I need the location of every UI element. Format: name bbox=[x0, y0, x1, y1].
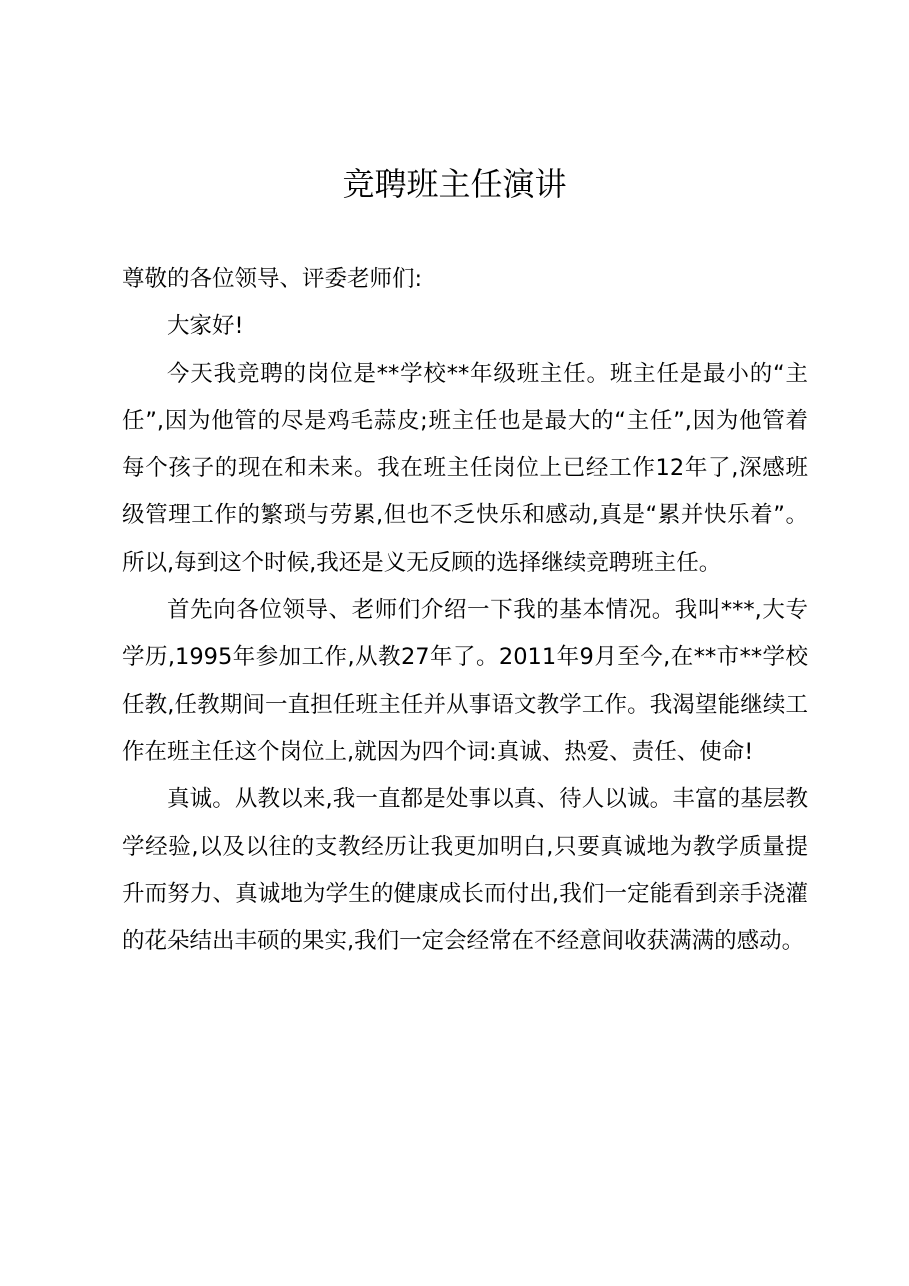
paragraph-position: 今天我竞聘的岗位是**学校**年级班主任。班主任是最小的“主任”,因为他管的尽是鸡毛蒜皮;班主任也是最大的“主任”,因为他管着每个孩子的现在和未来。我在班主任岗位上已经工作12年了,深感班级管理工作的繁琐与劳累,但也不乏快乐和感动,真是“累并快乐着”。所以,每到这个时候,我还是义无反顾的选择继续竞聘班主任。 bbox=[122, 360, 808, 576]
document-body bbox=[122, 256, 808, 965]
paragraph-sincerity: 真诚。从教以来,我一直都是处事以真、待人以诚。丰富的基层教学经验,以及以往的支教经历让我更加明白,只要真诚地为教学质量提升而努力、真诚地为学生的健康成长而付出,我们一定能看到亲手浇灌的花朵结出丰硕的果实,我们一定会经常在不经意间收获满满的感动。 bbox=[122, 786, 808, 955]
paragraph-introduction: 首先向各位领导、老师们介绍一下我的基本情况。我叫***,大专学历,1995年参加工作,从教27年了。2011年9月至今,在**市**学校任教,任教期间一直担任班主任并从事语文教学工作。我渴望能继续工作在班主任这个岗位上,就因为四个词:真诚、热爱、责任、使命! bbox=[122, 597, 808, 765]
salutation: 尊敬的各位领导、评委老师们: bbox=[122, 266, 423, 292]
document-title: 竞聘班主任演讲 bbox=[342, 165, 567, 203]
paragraph-greeting: 大家好! bbox=[167, 313, 244, 340]
